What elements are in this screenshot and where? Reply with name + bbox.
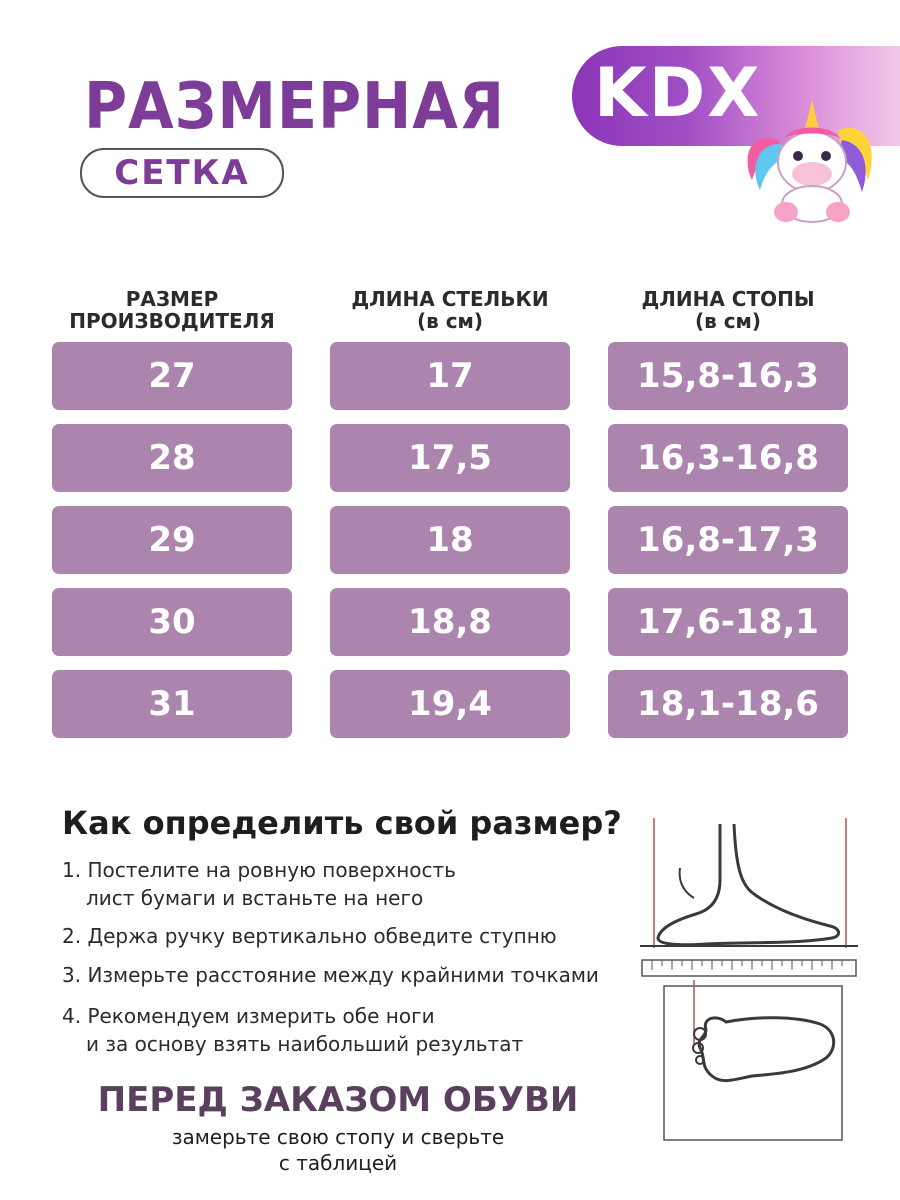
page-title: РАЗМЕРНАЯ — [84, 70, 505, 144]
column-header-insole-length — [330, 288, 570, 332]
table-cell-size: 31 — [52, 670, 292, 738]
howto-step-2 — [62, 922, 557, 950]
table-cell-foot: 16,3-16,8 — [608, 424, 848, 492]
table-cell-insole: 18 — [330, 506, 570, 574]
howto-step-line: 3. Измерьте расстояние между крайними точками — [62, 963, 599, 987]
table-cell-size: 27 — [52, 342, 292, 410]
howto-step-line: 4. Рекомендуем измерить обе ноги — [62, 1004, 435, 1028]
column-header-size — [52, 288, 292, 332]
howto-step-4 — [62, 1002, 523, 1058]
column-header-line: ПРОИЗВОДИТЕЛЯ — [69, 309, 275, 333]
column-header-line: ДЛИНА СТОПЫ — [641, 287, 815, 311]
table-cell-insole: 18,8 — [330, 588, 570, 656]
table-cell-size: 29 — [52, 506, 292, 574]
howto-step-line: и за основу взять наибольший результат — [86, 1032, 524, 1056]
column-header-line: РАЗМЕР — [125, 287, 219, 311]
footer-subtitle — [0, 1124, 676, 1176]
footer-subtitle-line: замерьте свою стопу и сверьте — [171, 1125, 505, 1149]
howto-step-line: 2. Держа ручку вертикально обведите ступню — [62, 924, 557, 948]
howto-step-3 — [62, 961, 599, 989]
howto-step-line: 1. Постелите на ровную поверхность — [62, 858, 456, 882]
howto-step-1 — [62, 856, 456, 912]
column-header-line: ДЛИНА СТЕЛЬКИ — [351, 287, 549, 311]
table-cell-size: 28 — [52, 424, 292, 492]
howto-title: Как определить свой размер? — [62, 804, 622, 842]
page-subtitle-badge — [80, 148, 284, 198]
footer-title: ПЕРЕД ЗАКАЗОМ ОБУВИ — [97, 1080, 579, 1120]
table-cell-size: 30 — [52, 588, 292, 656]
table-cell-foot: 16,8-17,3 — [608, 506, 848, 574]
unicorn-icon — [738, 100, 884, 226]
brand-logo: KDX — [594, 54, 762, 133]
table-cell-foot: 17,6-18,1 — [608, 588, 848, 656]
table-cell-insole: 17 — [330, 342, 570, 410]
table-cell-insole: 17,5 — [330, 424, 570, 492]
howto-step-line: лист бумаги и встаньте на него — [86, 886, 424, 910]
footer-subtitle-line: с таблицей — [278, 1151, 398, 1175]
page-subtitle: СЕТКА — [114, 153, 250, 193]
column-header-line: (в см) — [694, 309, 762, 333]
table-cell-foot: 18,1-18,6 — [608, 670, 848, 738]
table-cell-foot: 15,8-16,3 — [608, 342, 848, 410]
column-header-foot-length — [608, 288, 848, 332]
table-cell-insole: 19,4 — [330, 670, 570, 738]
column-header-line: (в см) — [416, 309, 484, 333]
